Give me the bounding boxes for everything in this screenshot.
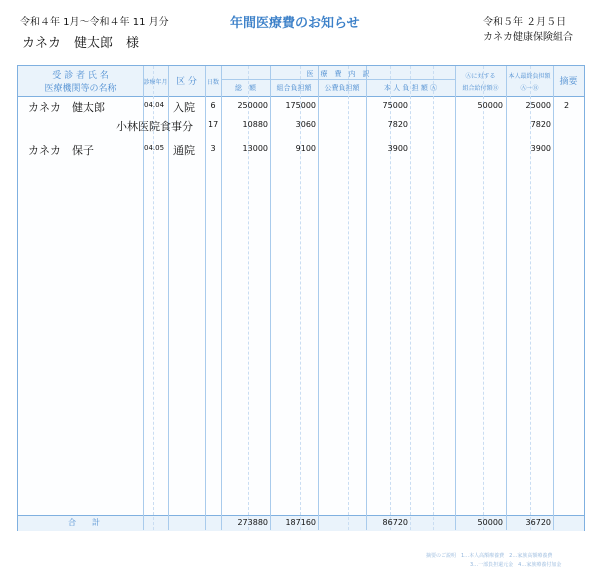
header-kubun: 区 分 [176, 77, 197, 87]
issuer-name: カネカ健康保険組合 [483, 32, 573, 43]
visit-days: 3 [210, 144, 216, 153]
header-name-line1: 受 診 者 氏 名 [52, 71, 109, 81]
statement-table [17, 65, 585, 531]
honnin-amount: 7820 [387, 120, 408, 129]
final-amount: 7820 [530, 120, 551, 129]
header-kouhi: 公費負担額 [324, 84, 360, 92]
totals-final: 36720 [525, 518, 551, 527]
recipient-name: カネカ 健太郎 様 [22, 36, 140, 51]
kumiai-amount: 175000 [285, 101, 316, 110]
totals-kyufu: 50000 [477, 518, 503, 527]
total-amount: 10880 [242, 120, 268, 129]
header-days: 日数 [206, 79, 219, 86]
header-iryohi: 医 療 費 内 訳 [306, 70, 370, 78]
header-tekiyo: 摘要 [559, 77, 578, 87]
header-honnin: 本 人 負 担 額 Ⓐ [383, 84, 438, 92]
totals-total: 273880 [237, 518, 268, 527]
footnote-line1: 摘要のご説明 1…本人高額療養費 2…家族高額療養費 [426, 553, 553, 559]
visit-days: 17 [208, 120, 219, 129]
visit-month: 04.04 [144, 101, 165, 109]
kyufu-amount: 50000 [477, 101, 503, 110]
header-final-line1: 本人最終負担額 [508, 73, 551, 80]
honnin-amount: 75000 [382, 101, 408, 110]
issue-date: 令和５年 ２月５日 [483, 17, 567, 28]
patient-name: カネカ 健太郎 [28, 101, 105, 114]
tekiyo-code: 2 [564, 101, 570, 110]
final-amount: 25000 [525, 101, 551, 110]
header-kyufu-line2: 組合給付額Ⓑ [462, 85, 499, 92]
honnin-amount: 3900 [387, 144, 408, 153]
document-title: 年間医療費のお知らせ [230, 16, 360, 31]
total-amount: 13000 [242, 144, 268, 153]
visit-kubun: 通院 [173, 144, 195, 157]
footnote-line2: 3…一部負担還元金 4…家族療養付加金 [470, 562, 562, 568]
totals-kumiai: 187160 [285, 518, 316, 527]
period-label: 令和４年 1月～令和４年 11 月分 [20, 17, 169, 28]
totals-label: 合 計 [68, 518, 100, 527]
visit-kubun: 入院 [173, 101, 195, 114]
header-final-line2: Ⓐ－Ⓑ [520, 85, 539, 92]
totals-honnin: 86720 [382, 518, 408, 527]
facility-name: 小林医院食事分 [116, 120, 193, 133]
patient-name: カネカ 保子 [28, 144, 94, 157]
header-kumiai: 組合負担額 [276, 84, 312, 92]
total-amount: 250000 [237, 101, 268, 110]
header-total: 総 額 [235, 84, 256, 92]
final-amount: 3900 [530, 144, 551, 153]
visit-days: 6 [210, 101, 216, 110]
visit-month: 04.05 [144, 144, 165, 152]
kumiai-amount: 3060 [295, 120, 316, 129]
header-name-line2: 医療機関等の名称 [44, 84, 117, 94]
kumiai-amount: 9100 [295, 144, 316, 153]
header-kyufu-line1: Ⓐに対する [465, 73, 496, 80]
header-month: 診療年月 [143, 79, 168, 86]
